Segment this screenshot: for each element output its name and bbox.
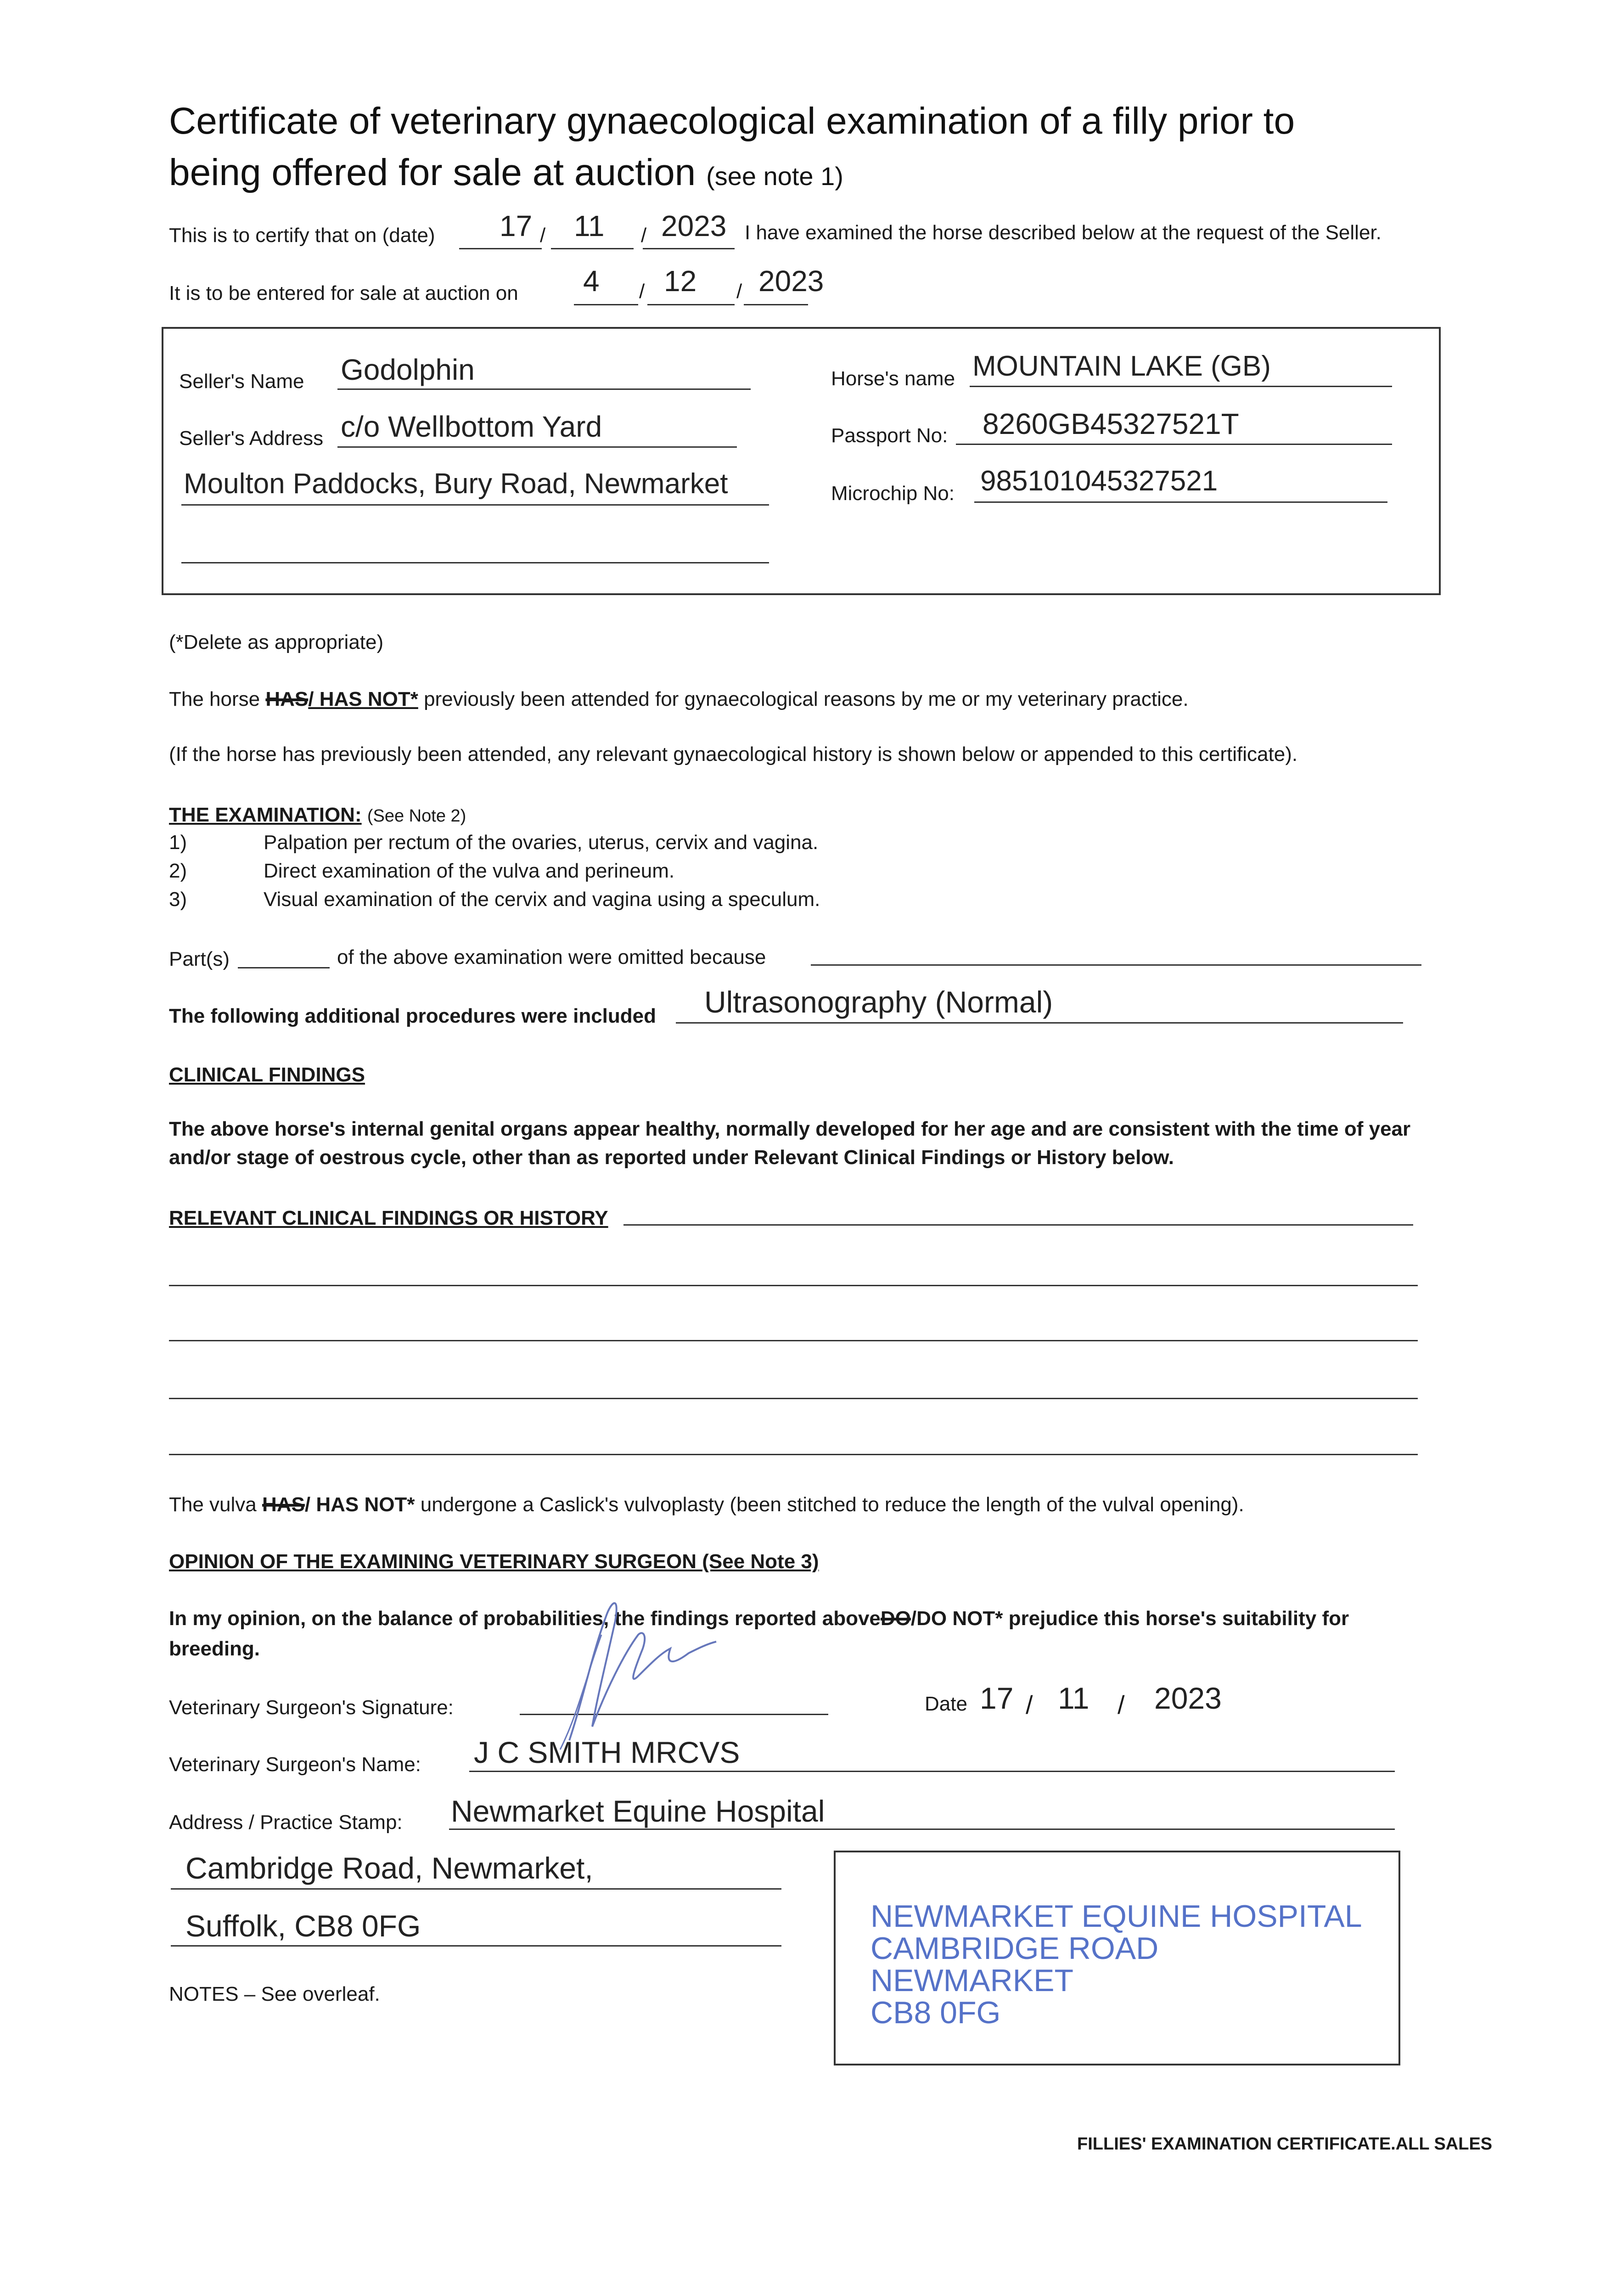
- exam-item-3-text: Visual examination of the cervix and vagina using a speculum.: [264, 888, 820, 911]
- examination-heading: [169, 804, 466, 827]
- additional-procedures: Ultrasonography (Normal): [704, 985, 1053, 1019]
- certify-day: 17: [500, 209, 533, 242]
- omitted-prefix: Part(s): [169, 948, 230, 970]
- clinical-statement-2: and/or stage of oestrous cycle, other than as reported under Relevant Clinical Findings or History below.: [169, 1146, 1174, 1169]
- seller-name-label: Seller's Name: [179, 370, 304, 393]
- certify-year: 2023: [661, 209, 727, 242]
- stamp-line-4: CB8 0FG: [870, 1995, 1001, 2030]
- attended-line: [169, 688, 1189, 711]
- signature-label: Veterinary Surgeon's Signature:: [169, 1696, 454, 1719]
- examination-heading-note: (See Note 2): [367, 806, 466, 826]
- certify-prefix: This is to certify that on (date): [169, 224, 435, 247]
- seller-address-label: Seller's Address: [179, 427, 324, 450]
- auction-year: 2023: [758, 264, 824, 298]
- additional-label: The following additional procedures were included: [169, 1005, 657, 1027]
- opinion-text-1: In my opinion, on the balance of probabilities, the findings reported above: [169, 1607, 881, 1630]
- auction-prefix: It is to be entered for sale at auction on: [169, 282, 518, 304]
- stamp-line-3: NEWMARKET: [870, 1963, 1073, 1998]
- seller-name: Godolphin: [341, 353, 475, 386]
- practice-address-label: Address / Practice Stamp:: [169, 1811, 403, 1834]
- vet-signature: [514, 1561, 725, 1754]
- signature-date-label: Date: [925, 1693, 967, 1715]
- title-line2: [169, 147, 843, 202]
- attended-struck: HAS: [265, 688, 309, 710]
- microchip-number: 985101045327521: [980, 465, 1218, 497]
- notes-text: NOTES – See overleaf.: [169, 1983, 380, 2005]
- horse-name-label: Horse's name: [831, 367, 955, 390]
- practice-name: Newmarket Equine Hospital: [451, 1794, 825, 1828]
- opinion-heading: OPINION OF THE EXAMINING VETERINARY SURGEON (See Note 3): [169, 1550, 819, 1573]
- practice-address-line2: Suffolk, CB8 0FG: [185, 1909, 421, 1943]
- passport-label: Passport No:: [831, 424, 948, 447]
- certify-suffix: I have examined the horse described below at the request of the Seller.: [745, 221, 1382, 244]
- stamp-line-2: CAMBRIDGE ROAD: [870, 1931, 1159, 1966]
- exam-item-2-num: 2): [169, 860, 187, 882]
- seller-address-line1: c/o Wellbottom Yard: [341, 410, 602, 443]
- signature-year: 2023: [1154, 1681, 1222, 1715]
- certify-month: 11: [574, 209, 605, 242]
- delete-note: (*Delete as appropriate): [169, 631, 384, 653]
- practice-address-line1: Cambridge Road, Newmarket,: [185, 1851, 593, 1885]
- exam-item-3-num: 3): [169, 888, 187, 911]
- title-line2-text: being offered for sale at auction: [169, 152, 696, 193]
- attended-suffix: previously been attended for gynaecological reasons by me or my veterinary practice.: [424, 688, 1189, 710]
- opinion-text-2: prejudice this horse's suitability for: [1008, 1607, 1349, 1630]
- stamp-line-1: NEWMARKET EQUINE HOSPITAL: [870, 1899, 1362, 1934]
- vulva-struck: HAS: [262, 1493, 305, 1516]
- opinion-choice: /DO NOT*: [910, 1607, 1003, 1630]
- exam-item-2-text: Direct examination of the vulva and perineum.: [264, 860, 675, 882]
- exam-item-1-num: 1): [169, 831, 187, 854]
- signature-day: 17: [980, 1681, 1014, 1715]
- opinion-text-3: breeding.: [169, 1638, 260, 1660]
- seller-address-line2: Moulton Paddocks, Bury Road, Newmarket: [184, 468, 728, 500]
- vulva-choice: / HAS NOT*: [304, 1493, 415, 1516]
- microchip-label: Microchip No:: [831, 482, 955, 505]
- exam-item-1-text: Palpation per rectum of the ovaries, uterus, cervix and vagina.: [264, 831, 819, 854]
- clinical-statement-1: The above horse's internal genital organs appear healthy, normally developed for her age and are consistent with the time of year: [169, 1118, 1411, 1140]
- attended-choice: / HAS NOT*: [308, 688, 418, 710]
- omitted-middle: of the above examination were omitted because: [337, 946, 766, 968]
- vet-name: J C SMITH MRCVS: [474, 1735, 740, 1769]
- relevant-heading: RELEVANT CLINICAL FINDINGS OR HISTORY: [169, 1207, 608, 1229]
- title-note: (see note 1): [706, 162, 843, 191]
- vulva-suffix: undergone a Caslick's vulvoplasty (been stitched to reduce the length of the vulval opening).: [420, 1493, 1244, 1516]
- title-line1: Certificate of veterinary gynaecological examination of a filly prior to: [169, 100, 1295, 142]
- attended-note: (If the horse has previously been attended, any relevant gynaecological history is shown below or appended to this certificate).: [169, 743, 1298, 765]
- footer-text: FILLIES' EXAMINATION CERTIFICATE.ALL SALES: [1077, 2134, 1493, 2154]
- passport-number: 8260GB45327521T: [983, 407, 1239, 440]
- opinion-struck: DO: [880, 1607, 911, 1630]
- vulva-line: [169, 1493, 1244, 1516]
- auction-day: 4: [583, 264, 600, 298]
- horse-name: MOUNTAIN LAKE (GB): [972, 350, 1271, 382]
- vet-name-label: Veterinary Surgeon's Name:: [169, 1753, 421, 1776]
- opinion-line-1: [169, 1607, 1349, 1630]
- examination-heading-text: THE EXAMINATION:: [169, 804, 362, 826]
- signature-month: 11: [1058, 1681, 1089, 1715]
- attended-prefix: The horse: [169, 688, 260, 710]
- vulva-prefix: The vulva: [169, 1493, 257, 1516]
- clinical-heading: CLINICAL FINDINGS: [169, 1064, 365, 1086]
- auction-month: 12: [664, 264, 697, 298]
